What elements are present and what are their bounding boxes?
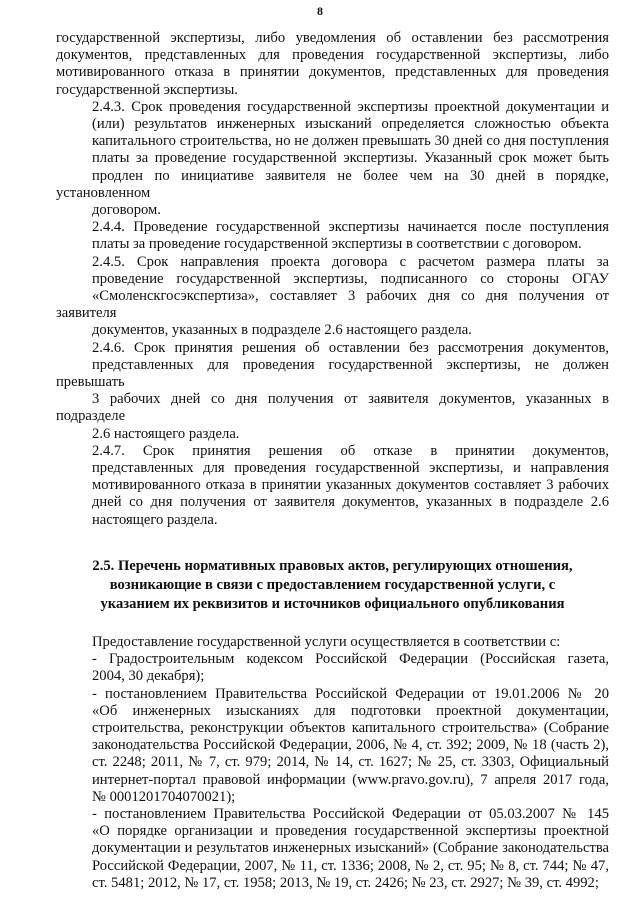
- text-line: «Смоленскгосэкспертиза», составляет 3 рабочих дня со дня получения от заявителя: [56, 288, 609, 322]
- text-line: 2.4.5. Срок направления проекта договора с расчетом размера платы за: [92, 253, 609, 270]
- text-line: документации и результатов инженерных изысканий» (Собрание законодательства: [92, 840, 609, 857]
- text-line: документов, указанных в подразделе 2.6 настоящего раздела.: [92, 322, 472, 339]
- text-line: государственной экспертизы.: [56, 81, 238, 98]
- text-line: документов, представленных для проведения государственной экспертизы, либо: [56, 47, 609, 64]
- text-line: интернет-портал правовой информации (www.pravo.gov.ru), 7 апреля 2017 года,: [92, 771, 609, 788]
- text-line: «О порядке организации и проведения государственной экспертизы проектной: [92, 823, 609, 840]
- text-line: капитального строительства, но не должен превышать 30 дней со дня поступления: [92, 133, 609, 150]
- section-heading-line: указанием их реквизитов и источников официального опубликования: [100, 595, 565, 612]
- text-line: дней со дня получения от заявителя документов, указанных в подразделе 2.6: [92, 494, 609, 511]
- text-line: государственной экспертизы, либо уведомления об оставлении без рассмотрения: [56, 30, 609, 46]
- text-line: платы за проведение государственной экспертизы. Указанный срок может быть: [92, 150, 609, 167]
- paragraph-gradostroitelny-kodeks: [56, 651, 609, 685]
- paragraphs-after-heading: [56, 634, 609, 892]
- text-line: мотивированного отказа в принятии указанных документов составляет 3 рабочих: [92, 477, 609, 494]
- text-line: проведение государственной экспертизы, подписанного со стороны ОГАУ: [92, 270, 609, 287]
- section-heading: [56, 557, 609, 614]
- paragraph-2-4-7: [56, 443, 609, 529]
- text-line: 2.4.4. Проведение государственной экспертизы начинается после поступления: [92, 219, 609, 236]
- paragraphs-before-heading: [56, 30, 609, 529]
- paragraph-2-4-4: [56, 219, 609, 253]
- text-line: «Об инженерных изысканиях для подготовки проектной документации,: [92, 702, 609, 719]
- paragraph-postanovlenie-2006: [56, 686, 609, 806]
- paragraph-intro: [56, 634, 609, 651]
- text-line: ст. 5481; 2012, № 17, ст. 1958; 2013, № 19, ст. 2426; № 23, ст. 2927; № 39, ст. 4992;: [92, 874, 599, 891]
- section-heading-line: 2.5. Перечень нормативных правовых актов, регулирующих отношения,: [92, 557, 573, 574]
- paragraph-2-4-5: [56, 254, 609, 340]
- text-line: Предоставление государственной услуги осуществляется в соответствии с:: [92, 633, 561, 650]
- text-line: ст. 2248; 2011, № 7, ст. 979; 2014, № 14, ст. 1627; № 25, ст. 3303, Официальный: [92, 754, 609, 771]
- section-heading-line: возникающие в связи с предоставлением государственной услуги, с: [109, 576, 556, 593]
- text-line: мотивированного отказа в принятии документов, представленных для проведения: [56, 64, 609, 81]
- text-line: 3 рабочих дней со дня получения от заявителя документов, указанных в подразделе: [56, 391, 609, 425]
- text-line: продлен по инициативе заявителя не более чем на 30 дней в порядке, установленном: [56, 167, 609, 201]
- paragraph-2-4-6: [56, 340, 609, 443]
- text-line: представленных для проведения государственной экспертизы, и направления: [92, 460, 609, 477]
- text-line: - постановлением Правительства Российской Федерации от 19.01.2006 № 20: [92, 685, 609, 702]
- text-line: 2.4.6. Срок принятия решения об оставлении без рассмотрения документов,: [92, 339, 609, 356]
- text-line: - постановлением Правительства Российской Федерации от 05.03.2007 № 145: [92, 805, 609, 822]
- text-line: (или) результатов инженерных изысканий определяется сложностью объекта: [92, 116, 609, 133]
- text-line: Российской Федерации, 2007, № 11, ст. 1336; 2008, № 2, ст. 95; № 8, ст. 744; № 47,: [92, 857, 609, 874]
- text-line: настоящего раздела.: [92, 511, 218, 528]
- text-line: 2.4.3. Срок проведения государственной экспертизы проектной документации и: [92, 98, 609, 115]
- text-line: представленных для проведения государственной экспертизы, не должен превышать: [56, 356, 609, 391]
- page-content: [56, 30, 609, 892]
- text-line: 2004, 30 декабря);: [92, 668, 205, 685]
- text-line: платы за проведение государственной экспертизы в соответствии с договором.: [92, 236, 582, 253]
- text-line: № 0001201704070021);: [92, 788, 236, 805]
- paragraph-2-4-3: [56, 99, 609, 219]
- paragraph-postanovlenie-2007: [56, 806, 609, 892]
- text-line: договором.: [92, 202, 161, 219]
- text-line: 2.6 настоящего раздела.: [92, 425, 240, 442]
- page-number: 8: [317, 4, 323, 18]
- text-line: - Градостроительным кодексом Российской Федерации (Российская газета,: [92, 651, 609, 668]
- paragraph-continuation: [56, 30, 609, 99]
- text-line: строительства, реконструкции объектов капитального строительства» (Собрание: [92, 719, 609, 736]
- text-line: 2.4.7. Срок принятия решения об отказе в принятии документов,: [92, 442, 609, 459]
- text-line: законодательства Российской Федерации, 2006, № 4, ст. 392; 2009, № 18 (часть 2),: [92, 737, 609, 754]
